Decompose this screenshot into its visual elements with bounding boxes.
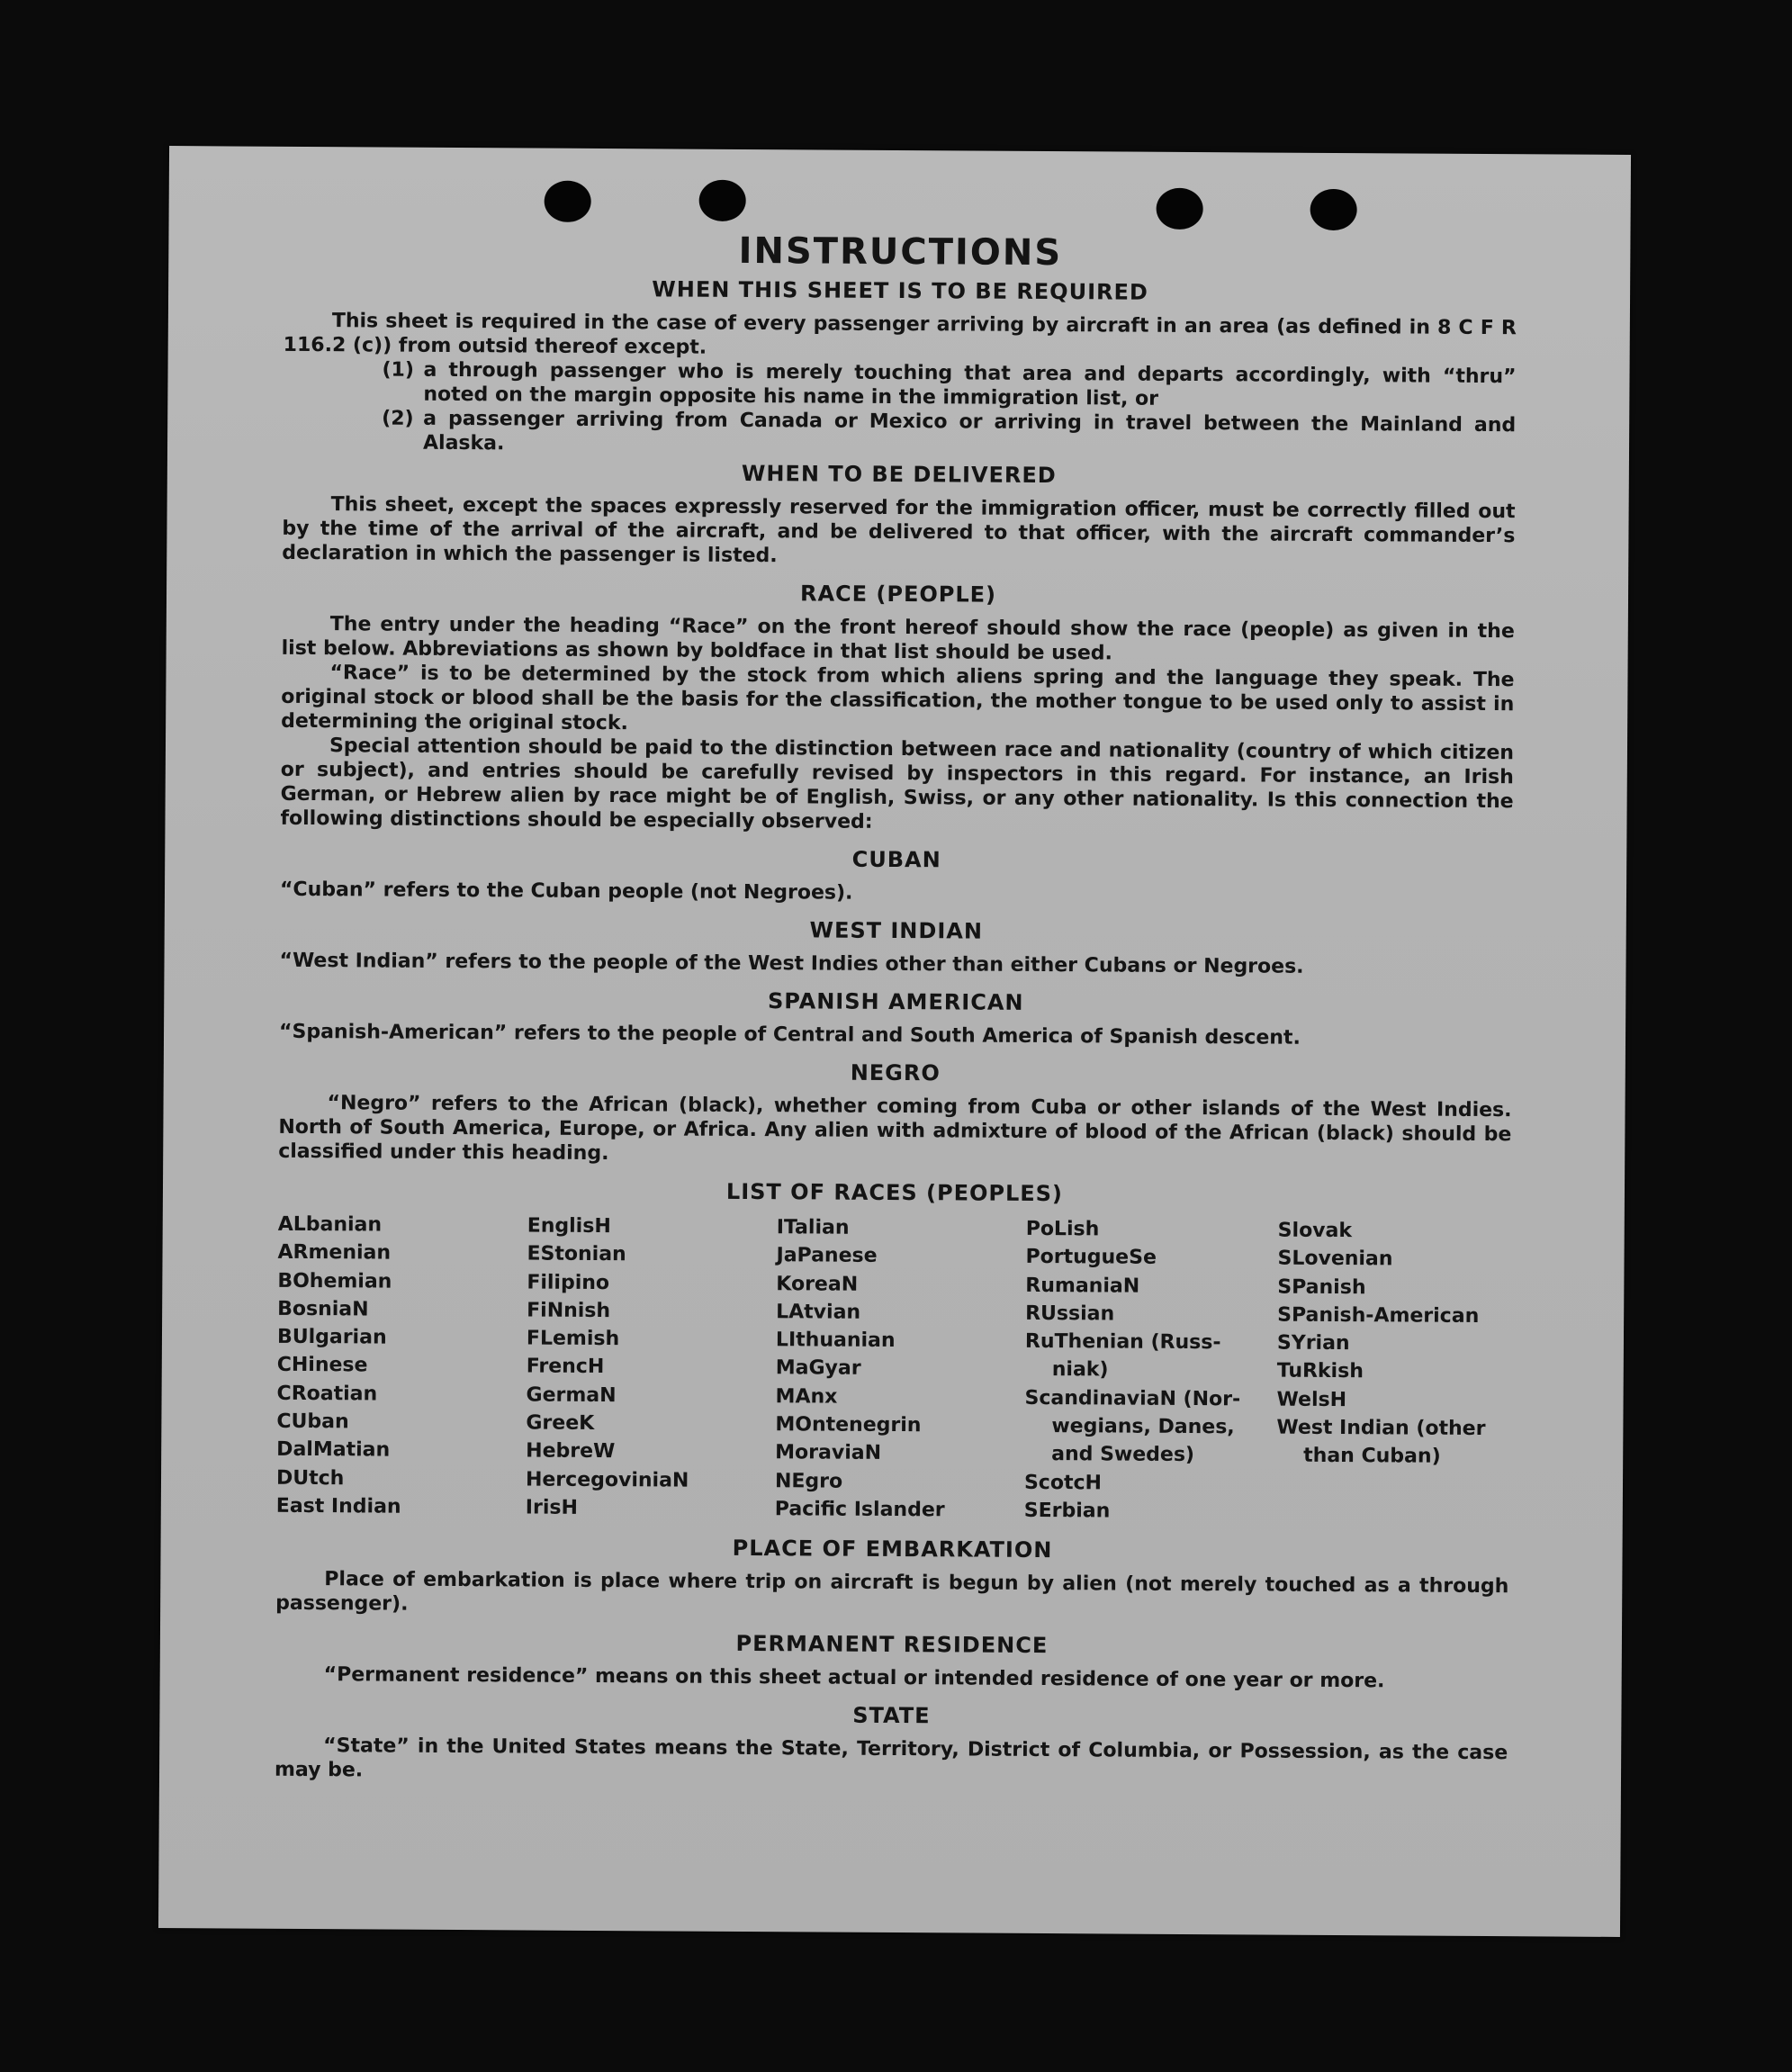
race-item: MOntenegrin bbox=[775, 1413, 922, 1437]
race-item: Filipino bbox=[527, 1271, 610, 1294]
race-column bbox=[1024, 1215, 1278, 1527]
heading-embarkation: PLACE OF EMBARKATION bbox=[732, 1536, 1053, 1563]
heading-west-indian: WEST INDIAN bbox=[809, 917, 984, 944]
race-item: SLovenian bbox=[1277, 1247, 1393, 1271]
race-item: FrencH bbox=[526, 1355, 605, 1379]
exception-item bbox=[382, 358, 1516, 414]
race-item: FLemish bbox=[526, 1327, 620, 1351]
race-item: EStonian bbox=[527, 1242, 626, 1266]
race-item: KoreaN bbox=[776, 1272, 859, 1296]
heading-list-of-races: LIST OF RACES (PEOPLES) bbox=[725, 1178, 1064, 1207]
race-item: wegians, Danes, bbox=[1051, 1415, 1235, 1439]
exception-text: a through passenger who is merely touching that area and departs accordingly, with “thru” noted on the margin opposite his name in the immigration list, or bbox=[423, 358, 1517, 410]
race-paragraph: The entry under the heading “Race” on the front hereof should show the race (people) as given in the list below. Abbreviations as shown by boldface in that list should be used. bbox=[281, 613, 1515, 665]
race-item: and Swedes) bbox=[1051, 1443, 1195, 1467]
exceptions-list bbox=[382, 358, 1517, 463]
race-item: MaGyar bbox=[775, 1356, 861, 1381]
race-item: SPanish bbox=[1277, 1275, 1366, 1299]
race-item: JaPanese bbox=[776, 1244, 878, 1268]
race-item: East Indian bbox=[275, 1494, 401, 1518]
race-item: Pacific Islander bbox=[774, 1498, 945, 1522]
race-item: FiNnish bbox=[527, 1299, 611, 1322]
race-item: HebreW bbox=[526, 1439, 616, 1464]
race-item: CUban bbox=[276, 1410, 349, 1434]
heading-permanent-residence: PERMANENT RESIDENCE bbox=[735, 1631, 1049, 1659]
race-item: SYrian bbox=[1276, 1331, 1350, 1356]
negro-text: “Negro” refers to the African (black), whether coming from Cuba or other islands of the West Indies. North of South America, Europe, or Africa. Any alien with admixture of blood of the African (black) should be classified under this heading. bbox=[278, 1092, 1512, 1166]
race-item: NEgro bbox=[774, 1469, 843, 1493]
race-item: WelsH bbox=[1276, 1388, 1347, 1411]
race-item: BOhemian bbox=[277, 1269, 392, 1293]
document-sheet bbox=[158, 146, 1631, 1937]
race-column bbox=[276, 1211, 527, 1522]
race-item: IrisH bbox=[525, 1496, 578, 1519]
document-content bbox=[275, 228, 1517, 1790]
race-item: MAnx bbox=[775, 1384, 838, 1409]
west-indian-text: “West Indian” refers to the people of the West Indies other than either Cubans or Negroes. bbox=[279, 949, 1304, 978]
punch-hole bbox=[699, 180, 746, 221]
heading-cuban: CUBAN bbox=[851, 846, 941, 873]
race-item: PoLish bbox=[1025, 1217, 1100, 1241]
race-item: ARmenian bbox=[277, 1241, 392, 1265]
state-text: “State” in the United States means the State, Territory, District of Columbia, or Possession, as the case may be. bbox=[274, 1734, 1508, 1782]
races-list bbox=[276, 1211, 1511, 1528]
race-item: RuThenian (Russ- bbox=[1024, 1330, 1221, 1355]
race-item: HercegoviniaN bbox=[525, 1468, 689, 1492]
exception-number: (1) bbox=[382, 358, 415, 382]
race-item: GermaN bbox=[526, 1383, 617, 1407]
race-item: CHinese bbox=[276, 1354, 368, 1377]
cuban-text: “Cuban” refers to the Cuban people (not Negroes). bbox=[279, 878, 853, 905]
when-delivered-text: This sheet, except the spaces expressly reserved for the immigration officer, must be correctly filled out by the time of the arrival of the aircraft, and be delivered to that officer, with the aircraft commander’s declaration in which the passenger is listed. bbox=[282, 493, 1516, 568]
race-item: PortugueSe bbox=[1025, 1246, 1157, 1270]
punch-hole bbox=[545, 181, 591, 222]
race-item: BUlgarian bbox=[276, 1326, 387, 1349]
race-item: SPanish-American bbox=[1277, 1303, 1480, 1328]
when-required-intro: This sheet is required in the case of every passenger arriving by aircraft in an area (as defined in 8 C F R 116.2 (c)) from outsid thereof except. bbox=[283, 310, 1517, 359]
race-item: LAtvian bbox=[776, 1301, 861, 1324]
race-item: TuRkish bbox=[1276, 1360, 1364, 1383]
race-item: ALbanian bbox=[277, 1212, 383, 1237]
race-item: RUssian bbox=[1025, 1302, 1115, 1326]
heading-spanish-american: SPANISH AMERICAN bbox=[767, 988, 1024, 1015]
race-item: GreeK bbox=[526, 1411, 595, 1436]
heading-when-delivered: WHEN TO BE DELIVERED bbox=[741, 460, 1057, 489]
race-item: niak) bbox=[1051, 1358, 1109, 1382]
spanish-american-text: “Spanish-American” refers to the people of Central and South America of Spanish descent. bbox=[278, 1020, 1301, 1050]
embarkation-text: Place of embarkation is place where trip on aircraft is begun by alien (not merely touched as a through passenger). bbox=[275, 1568, 1509, 1616]
heading-when-required: WHEN THIS SHEET IS TO BE REQUIRED bbox=[652, 276, 1148, 305]
punch-hole bbox=[1157, 188, 1203, 230]
heading-race: RACE (PEOPLE) bbox=[799, 581, 997, 608]
race-item: DalMatian bbox=[276, 1438, 391, 1462]
race-item: Slovak bbox=[1277, 1219, 1353, 1243]
race-item: MoraviaN bbox=[775, 1441, 882, 1465]
residence-text: “Permanent residence” means on this sheet actual or intended residence of one year or more. bbox=[323, 1663, 1385, 1693]
race-item: than Cuban) bbox=[1303, 1445, 1441, 1469]
exception-text: a passenger arriving from Canada or Mexico or arriving in travel between the Mainland and Alaska. bbox=[422, 407, 1517, 455]
race-item: West Indian (other bbox=[1276, 1416, 1486, 1441]
race-column bbox=[1276, 1217, 1511, 1528]
race-item: SErbian bbox=[1023, 1499, 1111, 1523]
race-item: RumaniaN bbox=[1025, 1274, 1140, 1298]
race-item: ScandinaviaN (Nor- bbox=[1024, 1386, 1241, 1411]
document-title: INSTRUCTIONS bbox=[738, 230, 1063, 275]
race-column bbox=[526, 1212, 777, 1524]
race-item: BosniaN bbox=[277, 1297, 369, 1321]
race-item: EnglisH bbox=[527, 1214, 611, 1239]
race-item: LIthuanian bbox=[775, 1329, 896, 1353]
exception-number: (2) bbox=[382, 407, 414, 430]
race-item: ITalian bbox=[776, 1216, 850, 1239]
race-item: ScotcH bbox=[1023, 1471, 1103, 1495]
race-column bbox=[775, 1213, 1026, 1525]
race-paragraph: Special attention should be paid to the distinction between race and nationality (country of which citizen or subject), and entries should be carefully revised by inspectors in this regard. For instance, an Irish German, or Hebrew alien by race might be of English, Swiss, or any other nationality. Is this connection the following distinctions should be especially observed: bbox=[280, 734, 1515, 833]
exception-item bbox=[382, 407, 1516, 463]
race-item: CRoatian bbox=[276, 1382, 378, 1406]
punch-hole bbox=[1310, 189, 1357, 230]
heading-negro: NEGRO bbox=[850, 1059, 941, 1086]
race-paragraph: “Race” is to be determined by the stock from which aliens spring and the language they speak. The original stock or blood shall be the basis for the classification, the mother tongue to be used only to assist in determining the original stock. bbox=[281, 662, 1515, 735]
heading-state: STATE bbox=[852, 1702, 931, 1729]
race-item: DUtch bbox=[275, 1466, 345, 1490]
